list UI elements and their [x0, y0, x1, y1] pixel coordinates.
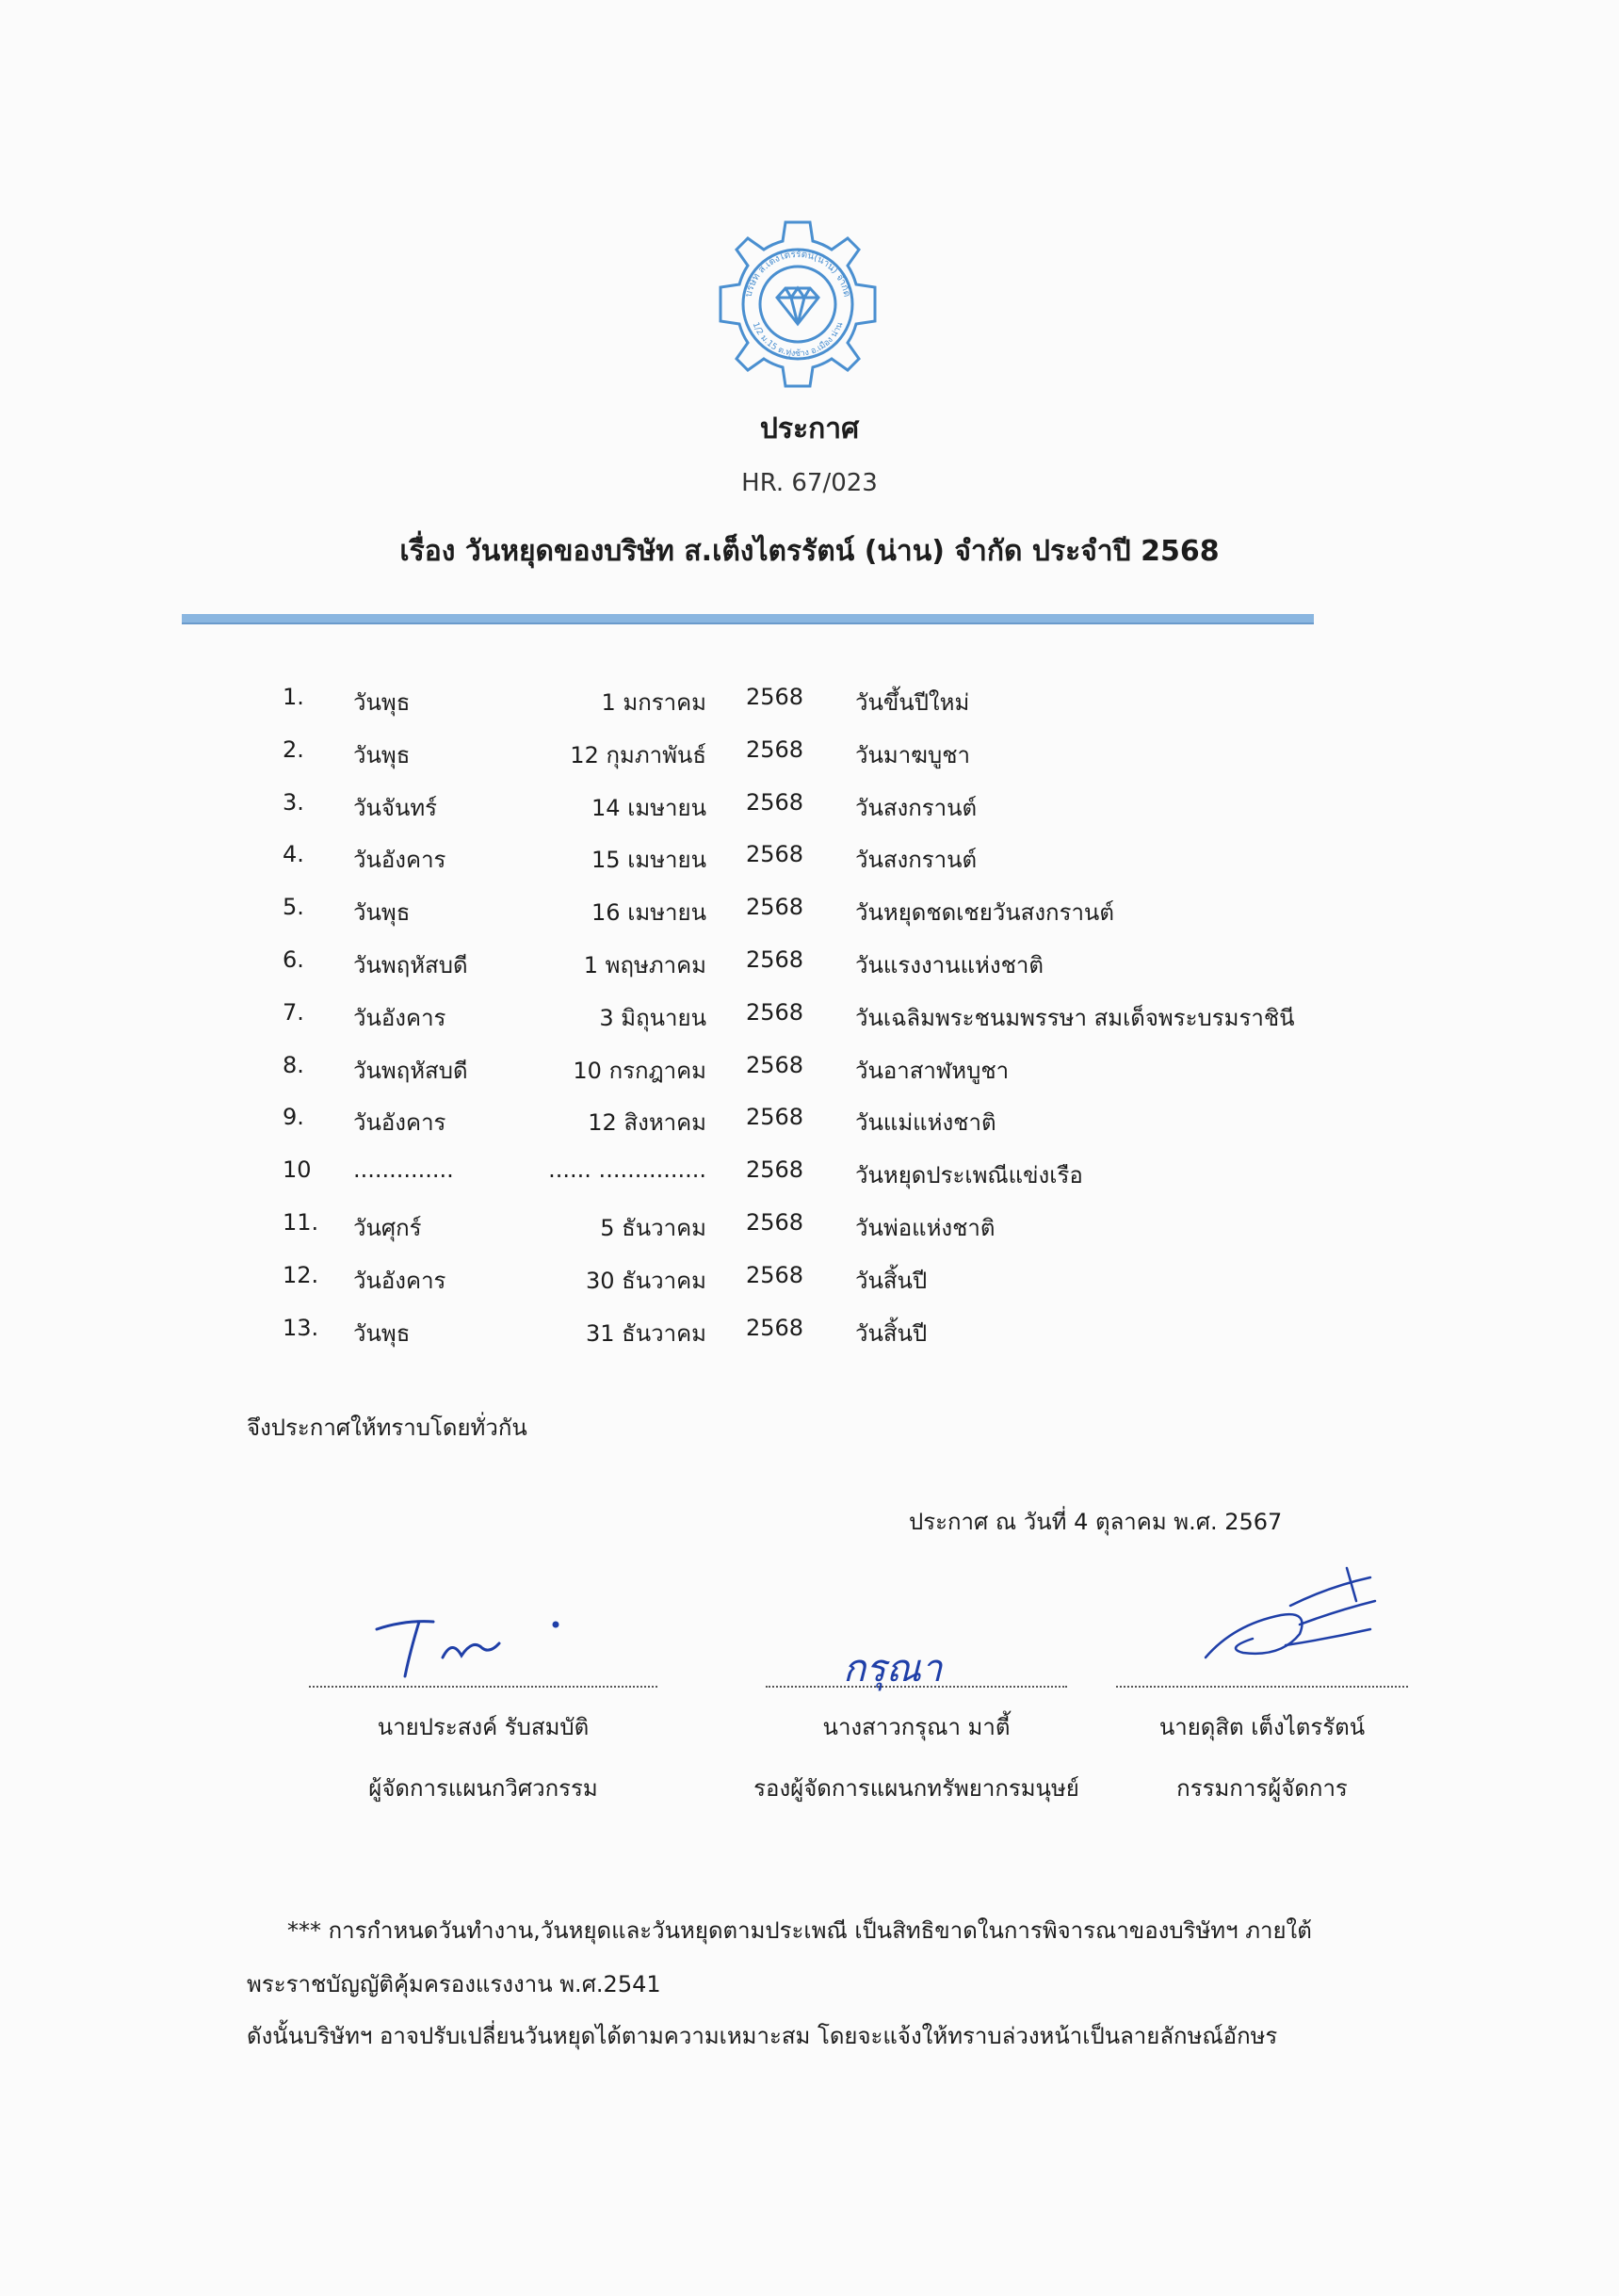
- logo-text-top: บริษัท ส.เต็งไตรรัตน์(น่าน) จำกัด: [743, 249, 852, 299]
- holiday-description: วันแรงงานแห่งชาติ: [855, 952, 1044, 978]
- holiday-description: วันสิ้นปี: [855, 1319, 928, 1347]
- holiday-year: 2568: [746, 684, 804, 710]
- holiday-row: [0, 1156, 1619, 1204]
- holiday-day: วันอังคาร: [353, 1109, 446, 1137]
- signature-line: [766, 1686, 1067, 1688]
- document-subject: เรื่อง วันหยุดของบริษัท ส.เต็งไตรรัตน์ (น่าน) จำกัด ประจำปี 2568: [399, 535, 1220, 568]
- logo-text-bottom: 1/2 ม.15 ต.ทุ่งช้าง อ.เมือง น่าน: [750, 320, 846, 359]
- holiday-day: วันศุกร์: [353, 1215, 422, 1241]
- holiday-date: 3 มิถุนายน: [599, 1004, 706, 1031]
- holiday-row: [0, 1104, 1619, 1151]
- holiday-day: วันพฤหัสบดี: [353, 952, 468, 978]
- holiday-row: [0, 789, 1619, 836]
- holiday-number: 6.: [283, 946, 304, 973]
- holiday-number: 5.: [283, 894, 304, 921]
- holiday-date: 30 ธันวาคม: [585, 1267, 706, 1294]
- holiday-number: 1.: [283, 684, 304, 710]
- holiday-date: 10 กรกฎาคม: [573, 1057, 706, 1084]
- signature-2-text: กรุณา: [843, 1647, 943, 1690]
- holiday-description: วันเฉลิมพระชนมพรรษา สมเด็จพระบรมราชินี: [855, 1004, 1295, 1031]
- signatory-name: นายประสงค์ รับสมบัติ: [377, 1714, 590, 1740]
- holiday-day: วันพุธ: [353, 1319, 411, 1347]
- holiday-description: วันสงกรานต์: [855, 794, 978, 821]
- holiday-date: 12 กุมภาพันธ์: [570, 741, 706, 768]
- holiday-number: 13.: [283, 1314, 319, 1341]
- holiday-number: 2.: [283, 736, 304, 763]
- holiday-year: 2568: [746, 841, 804, 868]
- signatory-name: นายดุสิต เต็งไตรรัตน์: [1158, 1714, 1366, 1740]
- footnote-line-1: *** การกำหนดวันทำงาน,วันหยุดและวันหยุดตามประเพณี เป็นสิทธิขาดในการพิจารณาของบริษัทฯ ภายใต้: [287, 1917, 1312, 1944]
- holiday-day: วันอังคาร: [353, 847, 446, 874]
- holiday-date: 1 พฤษภาคม: [583, 952, 706, 978]
- footnote-line-2: พระราชบัญญัติคุ้มครองแรงงาน พ.ศ.2541: [247, 1971, 661, 1997]
- holiday-day: วันอังคาร: [353, 1267, 446, 1294]
- holiday-date: 16 เมษายน: [591, 899, 706, 927]
- holiday-row: [0, 684, 1619, 731]
- holiday-year: 2568: [746, 894, 804, 921]
- holiday-year: 2568: [746, 946, 804, 973]
- signatory-position: รองผู้จัดการแผนกทรัพยากรมนุษย์: [753, 1775, 1079, 1802]
- signatory-name: นางสาวกรุณา มาตี้: [822, 1714, 1011, 1740]
- holiday-year: 2568: [746, 1314, 804, 1341]
- document-title: ประกาศ: [759, 412, 860, 445]
- holiday-description: วันหยุดประเพณีแข่งเรือ: [855, 1162, 1083, 1189]
- holiday-day: ..............: [353, 1156, 454, 1184]
- holiday-year: 2568: [746, 1209, 804, 1236]
- signatory-position: กรรมการผู้จัดการ: [1176, 1775, 1348, 1802]
- holiday-row: [0, 894, 1619, 941]
- holiday-description: วันสิ้นปี: [855, 1267, 928, 1294]
- holiday-day: วันพุธ: [353, 741, 411, 768]
- holiday-row: [0, 999, 1619, 1046]
- signature-block-md: [1116, 1686, 1408, 1806]
- holiday-description: วันมาฆบูชา: [855, 741, 970, 768]
- holiday-row: [0, 1052, 1619, 1099]
- signature-line: [309, 1686, 657, 1688]
- holiday-number: 3.: [283, 788, 304, 816]
- holiday-row: [0, 1262, 1619, 1309]
- holiday-row: [0, 946, 1619, 994]
- holiday-description: วันอาสาฬหบูชา: [855, 1057, 1010, 1084]
- holiday-description: วันขึ้นปีใหม่: [855, 689, 970, 716]
- holiday-day: วันพุธ: [353, 899, 411, 927]
- holiday-year: 2568: [746, 998, 804, 1026]
- holiday-date: 31 ธันวาคม: [585, 1319, 706, 1347]
- signature-line: [1116, 1686, 1408, 1688]
- holiday-description: วันสงกรานต์: [855, 847, 978, 874]
- holiday-number: 8.: [283, 1051, 304, 1078]
- holiday-row: [0, 841, 1619, 888]
- holiday-row: [0, 1315, 1619, 1362]
- holiday-year: 2568: [746, 1261, 804, 1288]
- company-logo-icon: [708, 215, 887, 394]
- holiday-date: 14 เมษายน: [591, 794, 706, 821]
- holiday-number: 4.: [283, 841, 304, 868]
- signature-block-hr: [742, 1686, 1091, 1806]
- holiday-year: 2568: [746, 1051, 804, 1078]
- holiday-number: 11.: [283, 1209, 319, 1236]
- holiday-number: 7.: [283, 998, 304, 1026]
- holiday-description: วันพ่อแห่งชาติ: [855, 1215, 996, 1241]
- holiday-date: 15 เมษายน: [591, 847, 706, 874]
- header-divider: [182, 614, 1314, 624]
- holiday-date: 1 มกราคม: [601, 689, 706, 716]
- holiday-number: 9.: [283, 1104, 304, 1131]
- closing-statement: จึงประกาศให้ทราบโดยทั่วกัน: [247, 1415, 527, 1441]
- signatory-position: ผู้จัดการแผนกวิศวกรรม: [368, 1775, 598, 1802]
- signature-block-engineering: [309, 1686, 657, 1806]
- holiday-row: [0, 736, 1619, 784]
- document-number: HR. 67/023: [741, 469, 878, 497]
- holiday-description: วันหยุดชดเชยวันสงกรานต์: [855, 899, 1114, 927]
- holiday-description: วันแม่แห่งชาติ: [855, 1109, 996, 1137]
- holiday-day: วันพุธ: [353, 689, 411, 716]
- holiday-date: 12 สิงหาคม: [588, 1109, 706, 1137]
- footnote-line-3: ดังนั้นบริษัทฯ อาจปรับเปลี่ยนวันหยุดได้ตามความเหมาะสม โดยจะแจ้งให้ทราบล่วงหน้าเป็นลายลักษณ์อักษร: [247, 2023, 1278, 2049]
- svg-text:บริษัท ส.เต็งไตรรัตน์(น่าน) จำ: [744, 250, 852, 298]
- holiday-day: วันอังคาร: [353, 1004, 446, 1031]
- svg-text:1/2 ม.15 ต.ทุ่งช้าง อ.เมือง น่: [751, 321, 846, 359]
- holiday-year: 2568: [746, 1156, 804, 1184]
- holiday-day: วันพฤหัสบดี: [353, 1057, 468, 1084]
- holiday-number: 12.: [283, 1261, 319, 1288]
- holiday-year: 2568: [746, 736, 804, 763]
- holiday-year: 2568: [746, 1104, 804, 1131]
- signature-1-icon: [367, 1601, 584, 1686]
- holiday-date: ...... ...............: [548, 1156, 706, 1184]
- holiday-date: 5 ธันวาคม: [600, 1215, 706, 1241]
- holiday-day: วันจันทร์: [353, 794, 438, 821]
- issue-date: ประกาศ ณ วันที่ 4 ตุลาคม พ.ศ. 2567: [909, 1509, 1283, 1535]
- holiday-year: 2568: [746, 788, 804, 816]
- holiday-number: 10: [283, 1156, 312, 1184]
- holiday-row: [0, 1209, 1619, 1256]
- signature-3-icon: [1196, 1559, 1384, 1672]
